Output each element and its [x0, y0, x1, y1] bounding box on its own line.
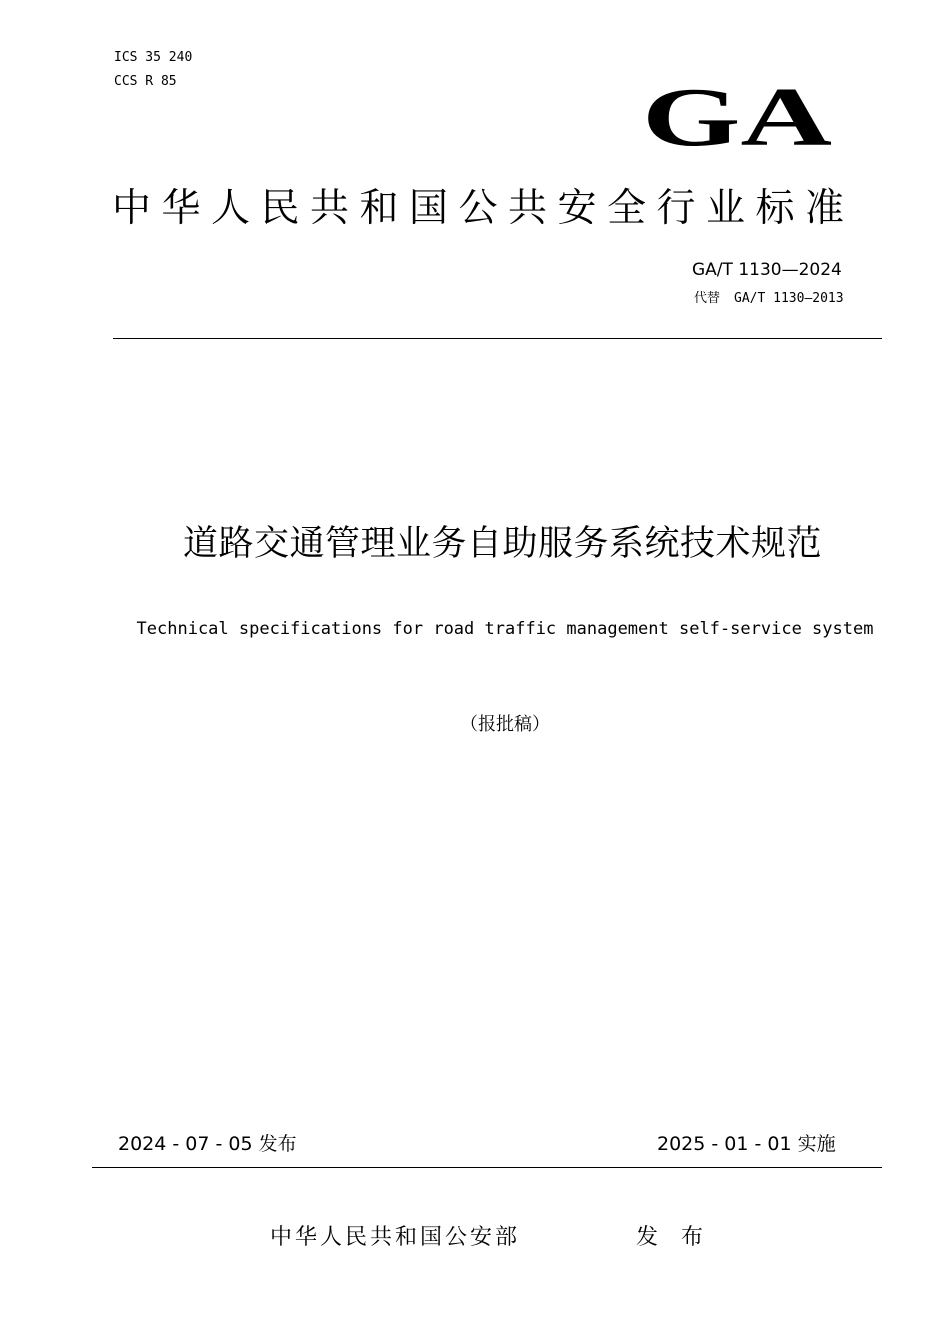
document-title-zh: 道路交通管理业务自助服务系统技术规范 — [182, 524, 822, 564]
replaces-line — [694, 291, 844, 307]
replaces-number: GA/T 1130—2013 — [734, 291, 844, 306]
publish-label: 发 布 — [636, 1225, 711, 1250]
publisher-name: 中华人民共和国公安部 — [270, 1225, 521, 1250]
ga-logo-text: GA — [642, 78, 833, 158]
organization-title: 中华人民共和国公共安全行业标准 — [112, 186, 855, 231]
header-divider — [113, 338, 882, 339]
standard-number: GA/T 1130—2024 — [692, 260, 842, 280]
implementation-date: 2025 - 01 - 01 实施 — [657, 1133, 836, 1155]
draft-status: （报批稿） — [460, 714, 550, 735]
ics-code: ICS 35 240 — [114, 50, 193, 65]
ga-logo — [640, 78, 835, 158]
issue-date: 2024 - 07 - 05 发布 — [118, 1133, 297, 1155]
ccs-code: CCS R 85 — [114, 74, 177, 89]
footer-divider — [92, 1167, 882, 1168]
replaces-label: 代替 — [694, 291, 721, 306]
document-title-en: Technical specifications for road traffic management self-service system — [136, 619, 874, 639]
